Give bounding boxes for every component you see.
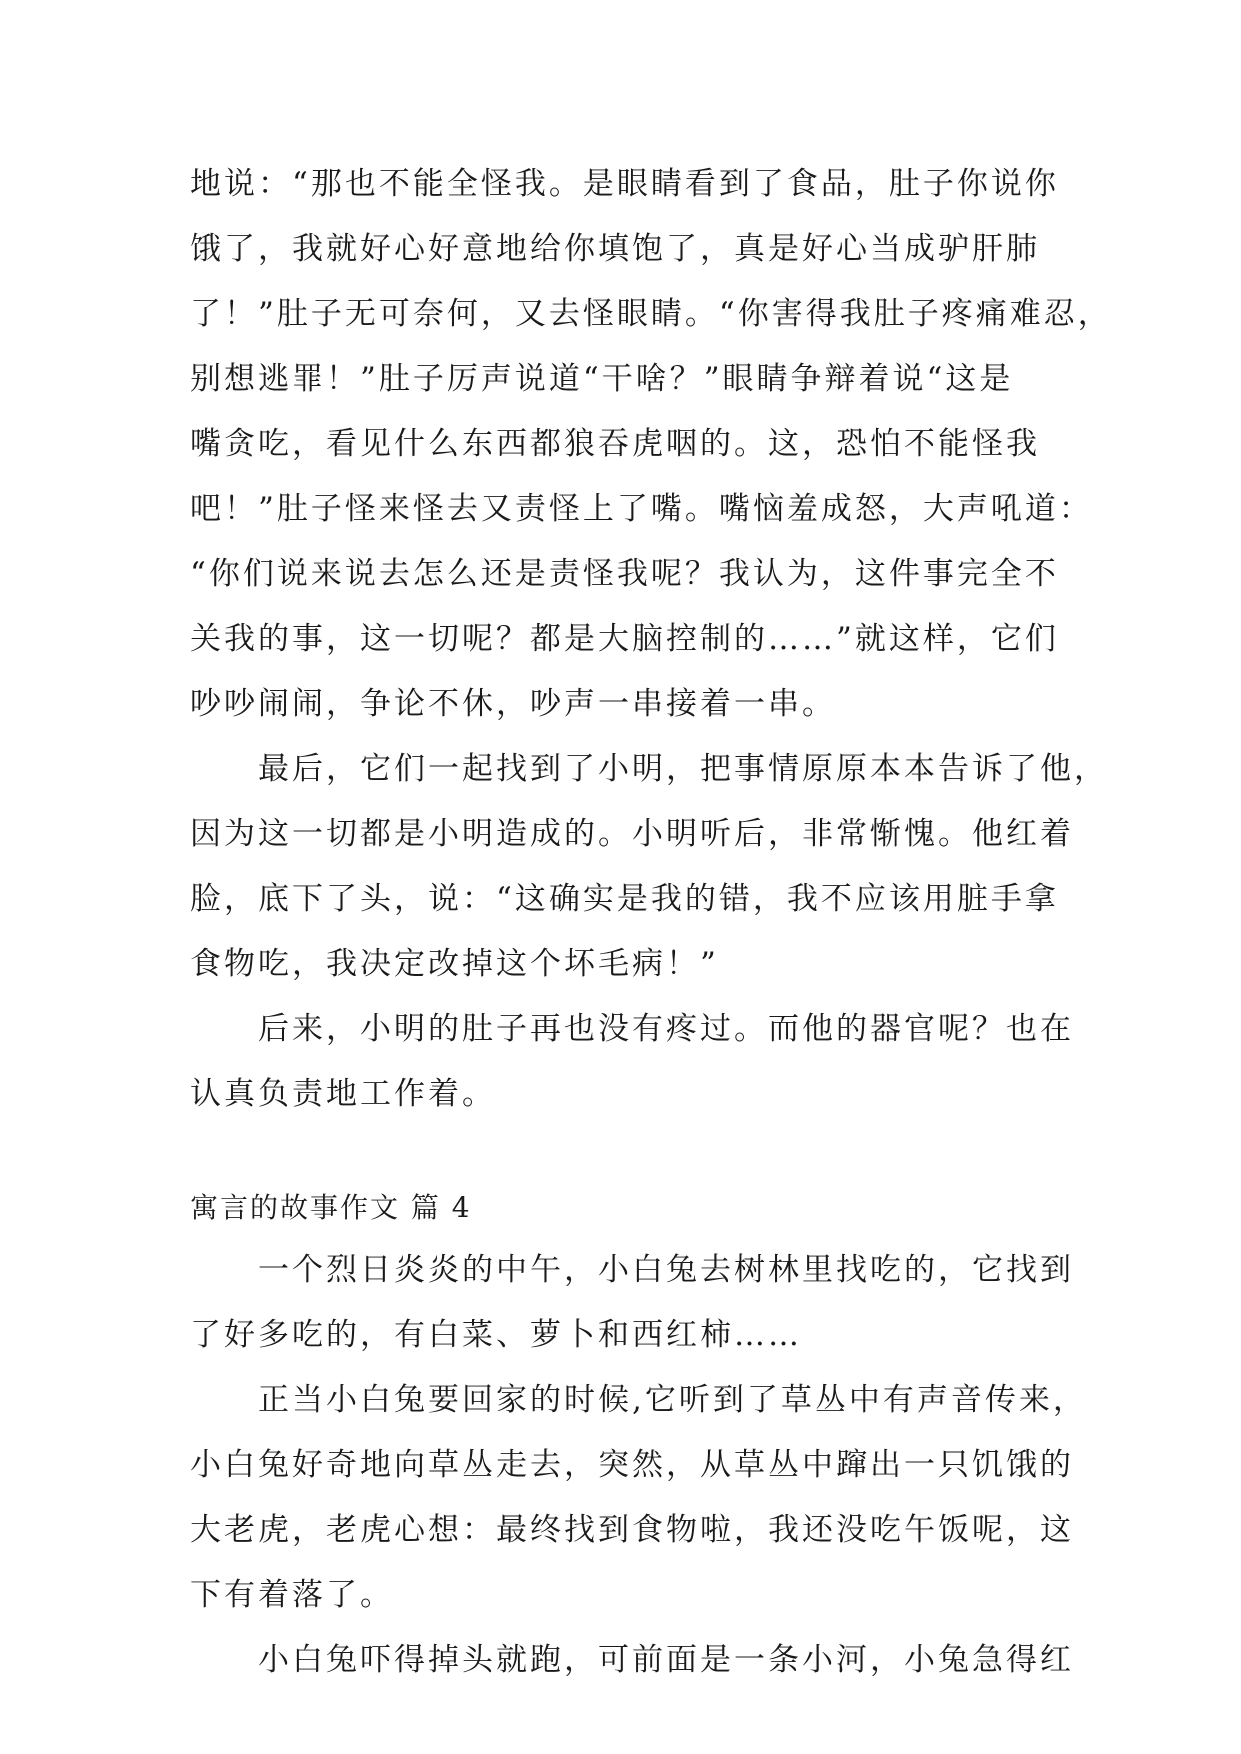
text-line: 嘴贪吃，看见什么东西都狼吞虎咽的。这，恐怕不能怪我 [190,426,1040,462]
text-line: 因为这一切都是小明造成的。小明听后，非常惭愧。他红着 [190,816,1074,852]
text-line: 认真负责地工作着。 [190,1076,496,1112]
text-line: 一个烈日炎炎的中午，小白兔去树林里找吃的，它找到 [258,1252,1074,1288]
section-heading: 寓言的故事作文 篇 4 [190,1191,472,1224]
text-line: 了！”肚子无可奈何，又去怪眼睛。“你害得我肚子疼痛难忍， [190,296,1112,332]
text-line: 吵吵闹闹，争论不休，吵声一串接着一串。 [190,686,836,722]
text-line: 吧！”肚子怪来怪去又责怪上了嘴。嘴恼羞成怒，大声吼道： [190,491,1093,527]
text-line: 关我的事，这一切呢？都是大脑控制的……”就这样，它们 [190,621,1059,657]
text-line: 小白兔吓得掉头就跑，可前面是一条小河，小兔急得红 [258,1642,1074,1678]
text-line: 大老虎，老虎心想：最终找到食物啦，我还没吃午饭呢，这 [190,1512,1074,1548]
text-line: 了好多吃的，有白菜、萝卜和西红柿…… [190,1317,802,1353]
text-line: 食物吃，我决定改掉这个坏毛病！” [190,946,719,982]
text-line: 脸，底下了头，说：“这确实是我的错，我不应该用脏手拿 [190,881,1059,917]
text-line: 小白兔好奇地向草丛走去，突然，从草丛中蹿出一只饥饿的 [190,1447,1074,1483]
text-line: 最后，它们一起找到了小明，把事情原原本本告诉了他， [258,751,1108,787]
text-line: “你们说来说去怎么还是责怪我呢？我认为，这件事完全不 [190,556,1059,592]
text-line: 正当小白兔要回家的时候,它听到了草丛中有声音传来， [258,1382,1087,1418]
text-line: 别想逃罪！”肚子厉声说道“干啥？”眼睛争辩着说“这是 [190,361,1014,397]
text-line: 地说：“那也不能全怪我。是眼睛看到了食品，肚子你说你 [190,166,1059,202]
text-line: 下有着落了。 [190,1577,394,1613]
text-line: 后来，小明的肚子再也没有疼过。而他的器官呢？也在 [258,1011,1074,1047]
text-line: 饿了，我就好心好意地给你填饱了，真是好心当成驴肝肺 [190,231,1040,267]
